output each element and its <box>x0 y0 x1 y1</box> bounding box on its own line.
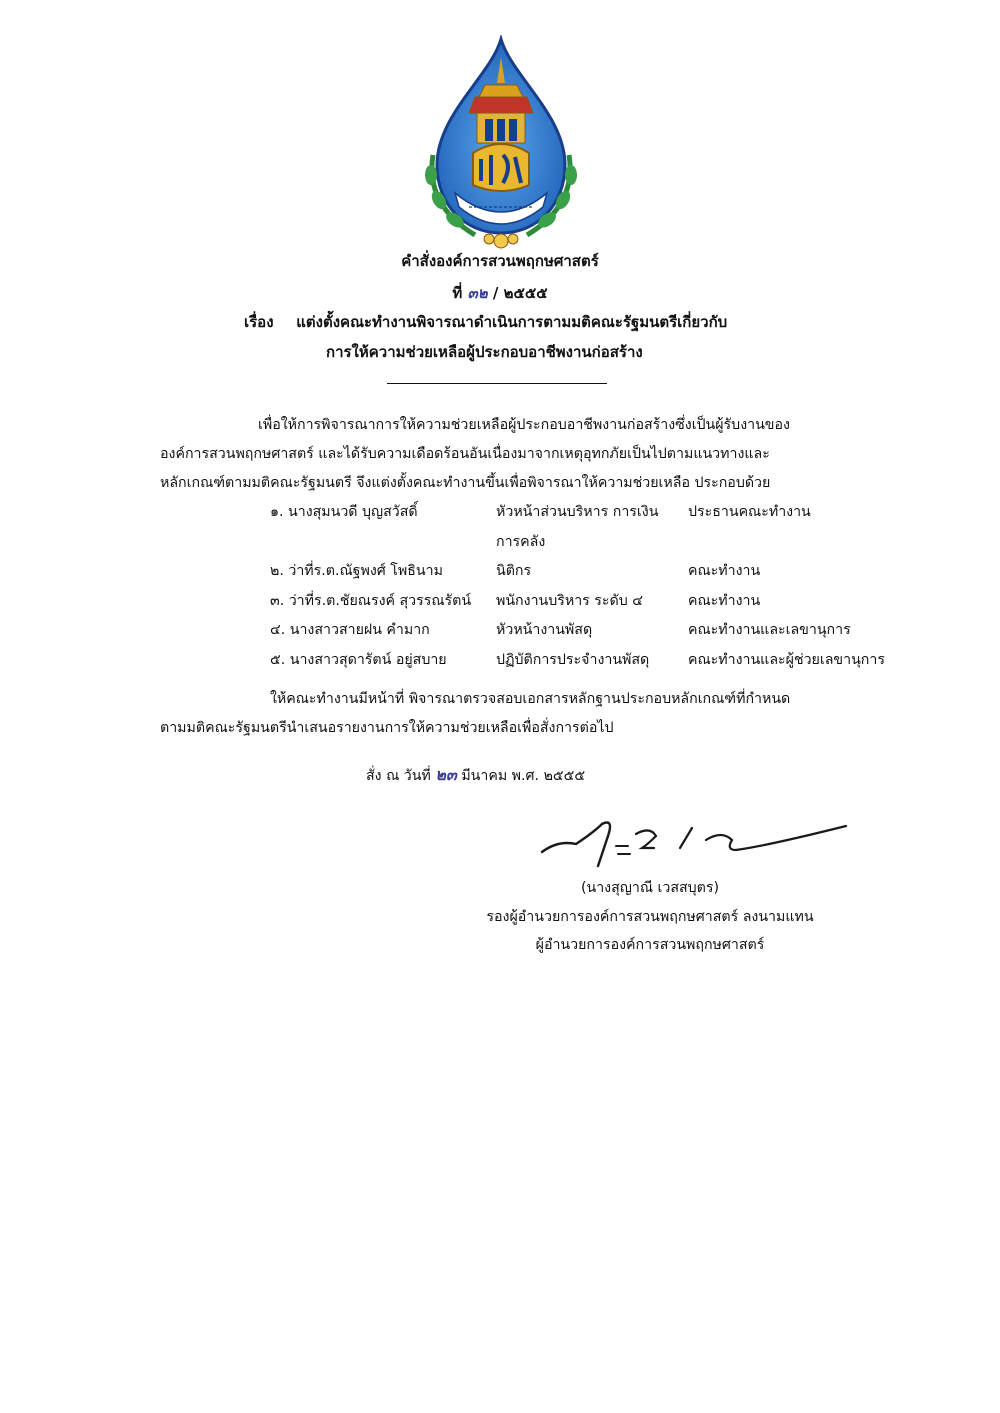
member-position: นิติกร <box>496 563 532 579</box>
order-date-prefix: สั่ง ณ วันที่ <box>366 768 431 784</box>
member-role: คณะทำงานและเลขานุการ <box>688 622 851 638</box>
member-role: ประธานคณะทำงาน <box>688 504 811 520</box>
member-position: หัวหน้างานพัสดุ <box>496 622 593 638</box>
member-role: คณะทำงาน <box>688 563 761 579</box>
order-number-suffix: / ๒๕๕๕ <box>492 284 548 302</box>
member-position: ปฏิบัติการประจำงานพัสดุ <box>496 651 650 668</box>
duty-line-1: ให้คณะทำงานมีหน้าที่ พิจารณาตรวจสอบเอกสารหลักฐานประกอบหลักเกณฑ์ที่กำหนด <box>270 691 791 707</box>
intro-line-2: องค์การสวนพฤกษศาสตร์ และได้รับความเดือดร้อนอันเนื่องมาจากเหตุอุทกภัยเป็นไปตามแนวทางและ <box>160 446 770 462</box>
member-name: ๑. นางสุมนวดี บุญสวัสดิ์ <box>270 504 418 520</box>
intro-line-1: เพื่อให้การพิจารณาการให้ความช่วยเหลือผู้ประกอบอาชีพงานก่อสร้างซึ่งเป็นผู้รับงานของ <box>258 417 790 433</box>
order-date <box>366 763 585 788</box>
subject-line-1 <box>244 310 727 334</box>
signer-name: (นางสุญาณี เวสสบุตร) <box>580 880 720 896</box>
member-name: ๓. ว่าที่ร.ต.ชัยณรงค์ สุวรรณรัตน์ <box>270 592 472 609</box>
signer-title-line-1: รองผู้อำนวยการองค์การสวนพฤกษศาสตร์ ลงนามแทน <box>486 909 814 925</box>
organization-emblem-logo <box>415 35 587 250</box>
order-number-value: ๓๒ <box>467 284 488 302</box>
duty-line-2: ตามมติคณะรัฐมนตรีนำเสนอรายงานการให้ความช่วยเหลือเพื่อสั่งการต่อไป <box>160 720 614 736</box>
intro-line-3: หลักเกณฑ์ตามมติคณะรัฐมนตรี จึงแต่งตั้งคณะทำงานขึ้นเพื่อพิจารณาให้ความช่วยเหลือ ประกอบด้วย <box>160 475 771 491</box>
signer-title-line-2: ผู้อำนวยการองค์การสวนพฤกษศาสตร์ <box>535 937 765 953</box>
member-position: พนักงานบริหาร ระดับ ๔ <box>496 592 644 609</box>
member-name: ๒. ว่าที่ร.ต.ณัฐพงศ์ โพธินาม <box>270 563 443 579</box>
handwritten-signature <box>536 810 856 870</box>
order-number <box>0 281 1000 305</box>
member-position: หัวหน้าส่วนบริหาร การเงินการคลัง <box>496 504 659 550</box>
subject-label: เรื่อง <box>244 313 274 331</box>
member-name: ๕. นางสาวสุดารัตน์ อยู่สบาย <box>270 651 447 668</box>
member-role: คณะทำงาน <box>688 592 761 609</box>
order-date-suffix: มีนาคม พ.ศ. ๒๕๕๕ <box>461 768 586 784</box>
subject-text-1: แต่งตั้งคณะทำงานพิจารณาดำเนินการตามมติคณะรัฐมนตรีเกี่ยวกับ <box>296 313 728 331</box>
header-divider <box>387 383 607 384</box>
member-role: คณะทำงานและผู้ช่วยเลขานุการ <box>688 651 885 668</box>
order-number-prefix: ที่ <box>452 284 463 302</box>
order-title: คำสั่งองค์การสวนพฤกษศาสตร์ <box>401 252 599 270</box>
member-name: ๔. นางสาวสายฝน คำมาก <box>270 622 430 638</box>
order-date-day: ๒๓ <box>435 765 457 784</box>
subject-line-2: การให้ความช่วยเหลือผู้ประกอบอาชีพงานก่อสร้าง <box>326 343 643 361</box>
